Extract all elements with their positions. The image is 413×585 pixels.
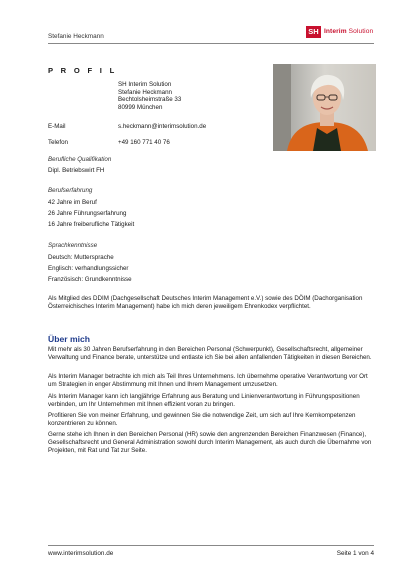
language-item: Französisch: Grundkenntnisse <box>48 276 132 283</box>
phone-value: +49 160 771 40 76 <box>118 139 170 146</box>
company-logo <box>306 25 373 38</box>
address-line: SH Interim Solution <box>118 81 172 88</box>
header-divider <box>48 43 374 44</box>
about-paragraph: Als Interim Manager kann ich langjährige Erfahrung aus Beratung und Linienverantwortung in Führungspositionen verbinden, um Ihr Unternehmen mit Ihnen effizient voran zu bringen. <box>48 393 360 408</box>
address-block <box>118 81 181 111</box>
languages-heading: Sprachkenntnisse <box>48 242 98 249</box>
experience-item: 26 Jahre Führungserfahrung <box>48 210 127 217</box>
qualification-item: Dipl. Betriebswirt FH <box>48 167 105 174</box>
experience-heading: Berufserfahrung <box>48 187 93 194</box>
about-paragraph: Gerne stehe ich Ihnen in den Bereichen Personal (HR) sowie den angrenzenden Bereichen Finanzwesen (Finance), Gesellschaftsrecht und General Administration sowohl durch Interim Management, als auch durch die Übernahme von Projekten, mit Rat und Tat zur Seite. <box>48 431 372 454</box>
page-number: Seite 1 von 4 <box>336 550 374 557</box>
logo-text: Interim Solution <box>324 28 374 35</box>
footer-website[interactable]: www.interimsolution.de <box>48 550 114 557</box>
address-line: Bechtolsheimstraße 33 <box>118 96 182 104</box>
email-label: E-Mail <box>48 123 66 130</box>
email-value[interactable]: s.heckmann@interimsolution.de <box>118 123 207 130</box>
profile-title: P R O F I L <box>48 66 118 75</box>
about-heading: Über mich <box>48 334 91 344</box>
experience-item: 42 Jahre im Beruf <box>48 199 97 206</box>
header-name: Stefanie Heckmann <box>48 33 104 40</box>
address-line: Stefanie Heckmann <box>118 88 172 96</box>
membership-text: Als Mitglied des DDIM (Dachgesellschaft Deutsches Interim Management e.V.) sowie des DÖIM (Dachorganisation Österreichisches Interim Management) habe ich mich deren jeweiligem Ehrenkodex verpflichtet. <box>48 295 363 310</box>
portrait-photo <box>273 64 376 151</box>
footer-divider <box>48 545 374 546</box>
about-paragraph: Mit mehr als 30 Jahren Berufserfahrung in den Bereichen Personal (Schwerpunkt), Gesellschaftsrecht, allgemeiner Verwaltung und Finance berate, unterstütze und entlaste ich Sie bei allen anfallenden Tätigkeiten in diesen Bereichen. <box>48 346 372 361</box>
about-paragraph: Profitieren Sie von meiner Erfahrung, und gewinnen Sie die notwendige Zeit, um sich auf Ihre Kernkompetenzen konzentrieren zu können. <box>48 412 356 427</box>
experience-item: 16 Jahre freiberufliche Tätigkeit <box>48 221 135 228</box>
logo-mark: SH <box>306 26 321 38</box>
about-paragraph: Als Interim Manager betrachte ich mich als Teil Ihres Unternehmens. Ich übernehme operative Verantwortung vor Ort um Strategien in enger Abstimmung mit Ihnen und Ihrem Management umzusetzen. <box>48 373 368 388</box>
language-item: Englisch: verhandlungssicher <box>48 265 129 272</box>
language-item: Deutsch: Muttersprache <box>48 254 114 261</box>
qualification-heading: Berufliche Qualifikation <box>48 156 112 163</box>
address-line: 80999 München <box>118 103 163 111</box>
phone-label: Telefon <box>48 139 68 146</box>
